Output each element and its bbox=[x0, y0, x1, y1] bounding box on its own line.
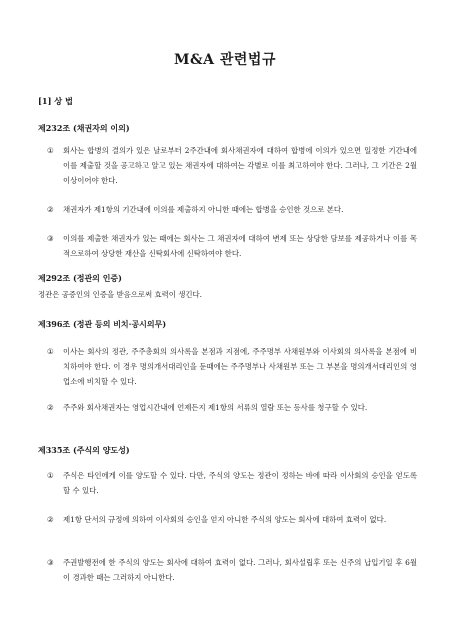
clause-text: 주권발행전에 한 주식의 양도는 회사에 대하여 효력이 없다. 그러나, 회사설립후 또는 신주의 납입기일 후 6월이 경과한 때는 그러하지 아니한다. bbox=[63, 558, 417, 582]
article-heading: 제335조 (주식의 양도성) bbox=[38, 445, 130, 455]
clause bbox=[47, 555, 417, 585]
clause-number: ① bbox=[47, 347, 54, 356]
clause-number: ① bbox=[47, 471, 54, 480]
clause bbox=[47, 468, 417, 498]
clause-text: 회사는 합병의 결의가 있은 날로부터 2주간내에 회사채권자에 대하여 합병에 이의가 있으면 일정한 기간내에 이를 제출할 것을 공고하고 알고 있는 채권자에 대하여는 각별로 이를 최고하여야 한다. 그러나, 그 기간은 2월 이상이어야 한다. bbox=[63, 146, 417, 185]
clause bbox=[47, 512, 417, 527]
clause-text: 이사는 회사의 정관, 주주총회의 의사록을 본점과 지점에, 주주명부 사채원부와 이사회의 의사록을 본점에 비치하여야 한다. 이 경우 명의개서대리인을 둔때에는 주주명부나 사채원부 또는 그 부본을 명의개서대리인의 영업소에 비치할 수 있다. bbox=[63, 347, 417, 386]
clause-text: 제1항 단서의 규정에 의하여 이사회의 승인을 얻지 아니한 주식의 양도는 회사에 대하여 효력이 없다. bbox=[63, 515, 387, 524]
clause-text: 채권자가 제1항의 기간내에 이의를 제출하지 아니한 때에는 합병을 승인한 것으로 본다. bbox=[63, 205, 344, 214]
clause-number: ② bbox=[47, 403, 54, 412]
clause-number: ③ bbox=[47, 558, 54, 567]
article-heading: 제232조 (채권자의 이의) bbox=[38, 123, 130, 133]
clause-text: 이의를 제출한 채권자가 있는 때에는 회사는 그 채권자에 대하여 변제 또는 상당한 담보를 제공하거나 이를 목적으로하여 상당한 재산을 신탁회사에 신탁하여야 한다. bbox=[63, 234, 417, 258]
clause bbox=[47, 400, 417, 415]
clause bbox=[47, 202, 417, 217]
article-heading: 제396조 (정관 등의 비치·공시의무) bbox=[38, 319, 167, 329]
clause-text: 주주와 회사채권자는 영업시간내에 언제든지 제1항의 서류의 열람 또는 등사를 청구할 수 있다. bbox=[63, 403, 368, 412]
clause-text: 주식은 타인에게 이를 양도할 수 있다. 다만, 주식의 양도는 정관이 정하는 바에 따라 이사회의 승인을 얻도록 할 수 있다. bbox=[63, 471, 417, 495]
clause-number: ③ bbox=[47, 234, 54, 243]
section-heading: [1] 상 법 bbox=[38, 96, 73, 106]
clause bbox=[47, 344, 417, 389]
clause-number: ② bbox=[47, 515, 54, 524]
clause bbox=[47, 143, 417, 188]
page-title: M&A 관련법규 bbox=[174, 52, 276, 68]
clause-number: ① bbox=[47, 146, 54, 155]
clause-number: ② bbox=[47, 205, 54, 214]
article-body: 정관은 공증인의 인증을 받음으로써 효력이 생긴다. bbox=[38, 290, 203, 299]
article-heading: 제292조 (정관의 인증) bbox=[38, 273, 122, 283]
clause bbox=[47, 231, 417, 261]
